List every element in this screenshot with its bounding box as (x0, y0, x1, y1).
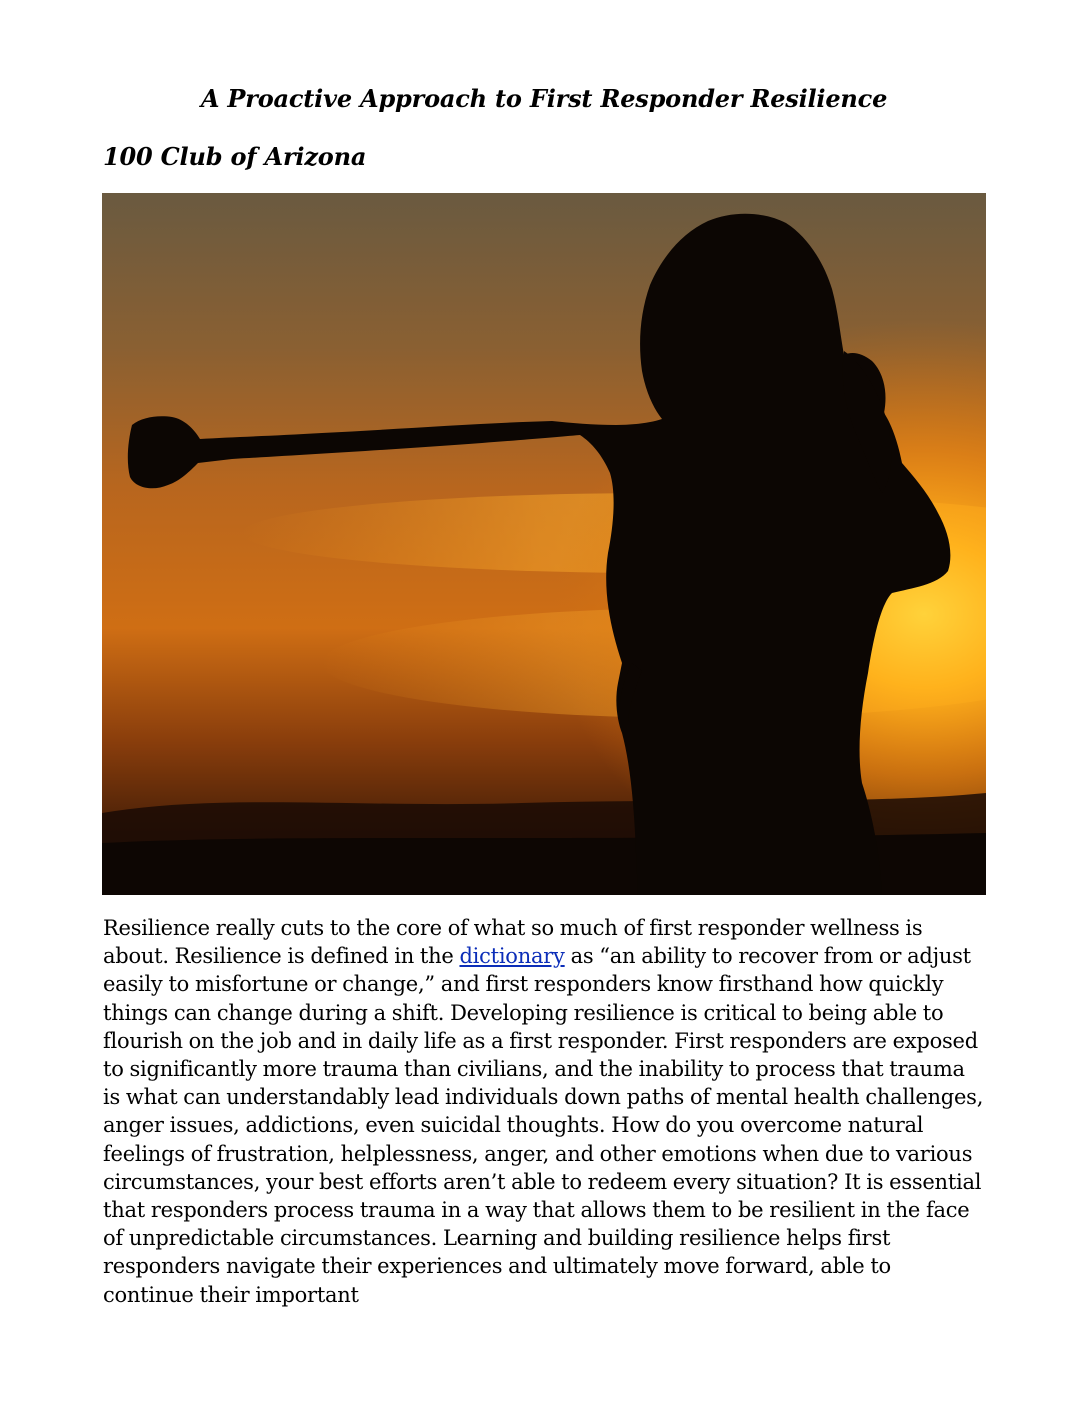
silhouette-sunset-photo (102, 193, 986, 895)
paragraph-text-part2: as “an ability to recover from or adjust easily to misfortune or change,” and first responders know firsthand how quickly things can change during a shift. Developing resilience is critical to being able to flourish on the job and in daily life as a first responder. First responders are exposed to significantly more trauma than civilians, and the inability to process that trauma is what can understandably lead individuals down paths of mental health challenges, anger issues, addictions, even suicidal thoughts. How do you overcome natural feelings of frustration, helplessness, anger, and other emotions when due to various circumstances, your best efforts aren’t able to redeem every situation? It is essential that responders process trauma in a way that allows them to be resilient in the face of unpredictable circumstances. Learning and building resilience helps first responders navigate their experiences and ultimately move forward, able to continue their important (103, 944, 984, 1307)
page-title: A Proactive Approach to First Responder Resilience (200, 84, 888, 113)
page-subtitle: 100 Club of Arizona (103, 142, 367, 171)
dictionary-link[interactable]: dictionary (459, 944, 565, 969)
paragraph-text-part1: Resilience really cuts to the core of what so much of first responder wellness is about. Resilience is defined in the (103, 916, 923, 969)
body-paragraph (103, 914, 987, 1309)
